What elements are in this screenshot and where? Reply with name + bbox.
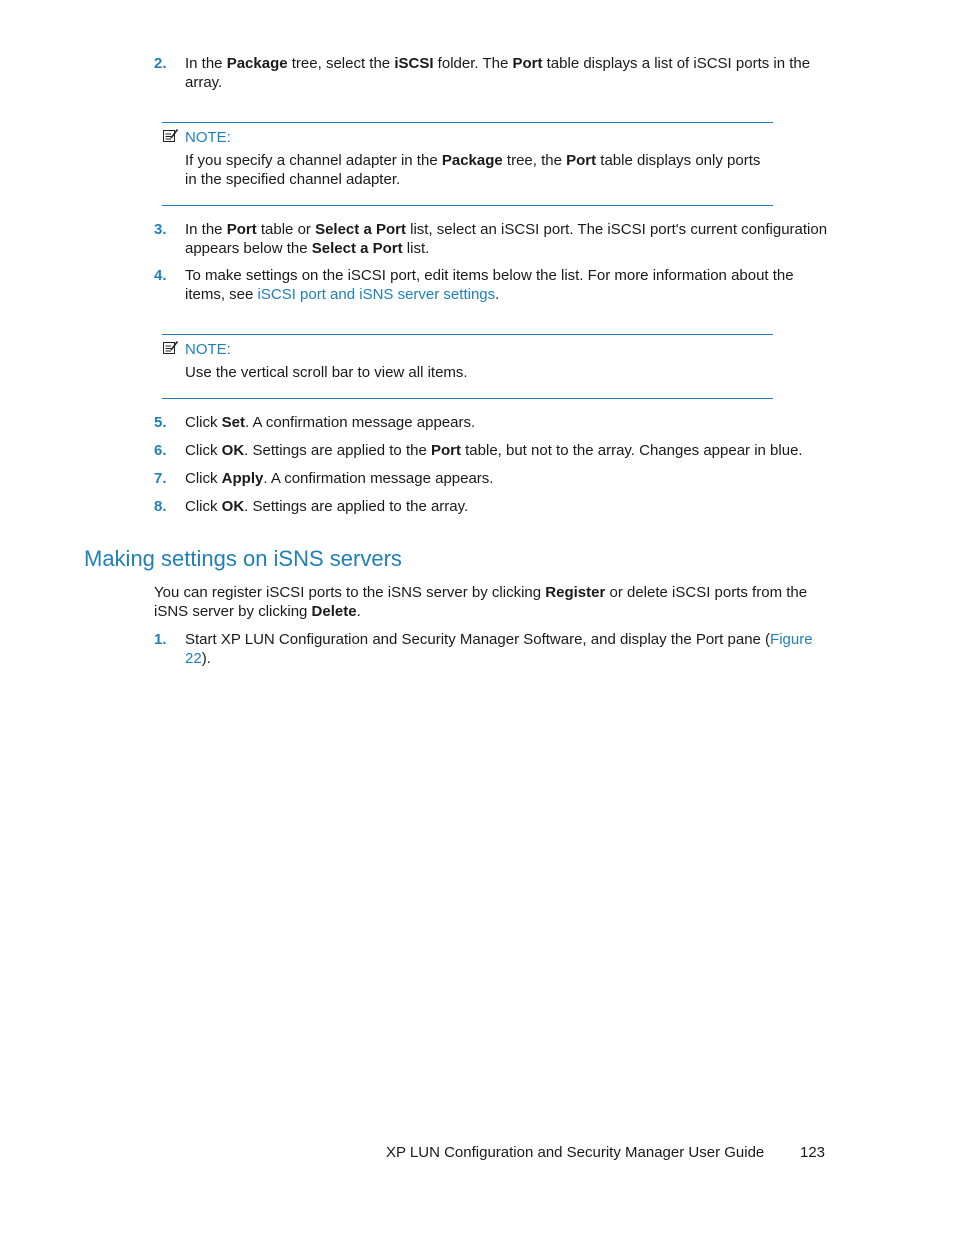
- step-text: Start XP LUN Configuration and Security Manager Software, and display the Port pane (Figure 22).: [185, 631, 813, 667]
- step-text: Click Set. A confirmation message appears.: [185, 414, 476, 431]
- step-text: In the Port table or Select a Port list, select an iSCSI port. The iSCSI port's current configuration appears below the Select a Port list.: [185, 221, 828, 257]
- step-text: To make settings on the iSCSI port, edit items below the list. For more information about the items, see iSCSI port and iSNS server settings.: [185, 267, 794, 303]
- section-intro: You can register iSCSI ports to the iSNS server by clicking Register or delete iSCSI ports from the iSNS server by clicking Delete.: [154, 584, 808, 620]
- step-number: 3.: [154, 221, 167, 238]
- step-text: Click Apply. A confirmation message appears.: [185, 470, 494, 487]
- step-6: [154, 441, 834, 460]
- section-step-1: [154, 630, 834, 668]
- note-text: If you specify a channel adapter in the Package tree, the Port table displays only ports in the specified channel adapter.: [185, 152, 761, 188]
- step-number: 6.: [154, 442, 167, 459]
- step-7: [154, 469, 834, 488]
- step-number: 8.: [154, 498, 167, 515]
- page-number: 123: [800, 1144, 826, 1161]
- settings-link[interactable]: iSCSI port and iSNS server settings: [257, 286, 496, 303]
- note-icon: [162, 340, 179, 359]
- step-8: [154, 497, 834, 516]
- step-5: [154, 413, 834, 432]
- note-header: [162, 127, 231, 147]
- note-icon: [162, 128, 179, 147]
- step-2: [154, 54, 834, 92]
- step-number: 5.: [154, 414, 167, 431]
- footer-title: XP LUN Configuration and Security Manager User Guide: [386, 1144, 765, 1161]
- step-text: Click OK. Settings are applied to the array.: [185, 498, 469, 515]
- note-box: [162, 334, 773, 399]
- step-4: [154, 266, 834, 304]
- figure-link[interactable]: Figure 22: [185, 631, 813, 667]
- note-text: Use the vertical scroll bar to view all items.: [185, 364, 468, 381]
- step-text: Click OK. Settings are applied to the Port table, but not to the array. Changes appear in blue.: [185, 442, 803, 459]
- section-heading: Making settings on iSNS servers: [84, 546, 402, 571]
- note-header: [162, 339, 231, 359]
- note-label: NOTE:: [185, 340, 231, 358]
- step-number: 4.: [154, 267, 167, 284]
- step-number: 7.: [154, 470, 167, 487]
- step-number: 2.: [154, 55, 167, 72]
- step-3: [154, 220, 834, 258]
- note-box: [162, 122, 773, 206]
- note-label: NOTE:: [185, 128, 231, 146]
- step-number: 1.: [154, 631, 167, 648]
- step-text: In the Package tree, select the iSCSI folder. The Port table displays a list of iSCSI ports in the array.: [185, 55, 811, 91]
